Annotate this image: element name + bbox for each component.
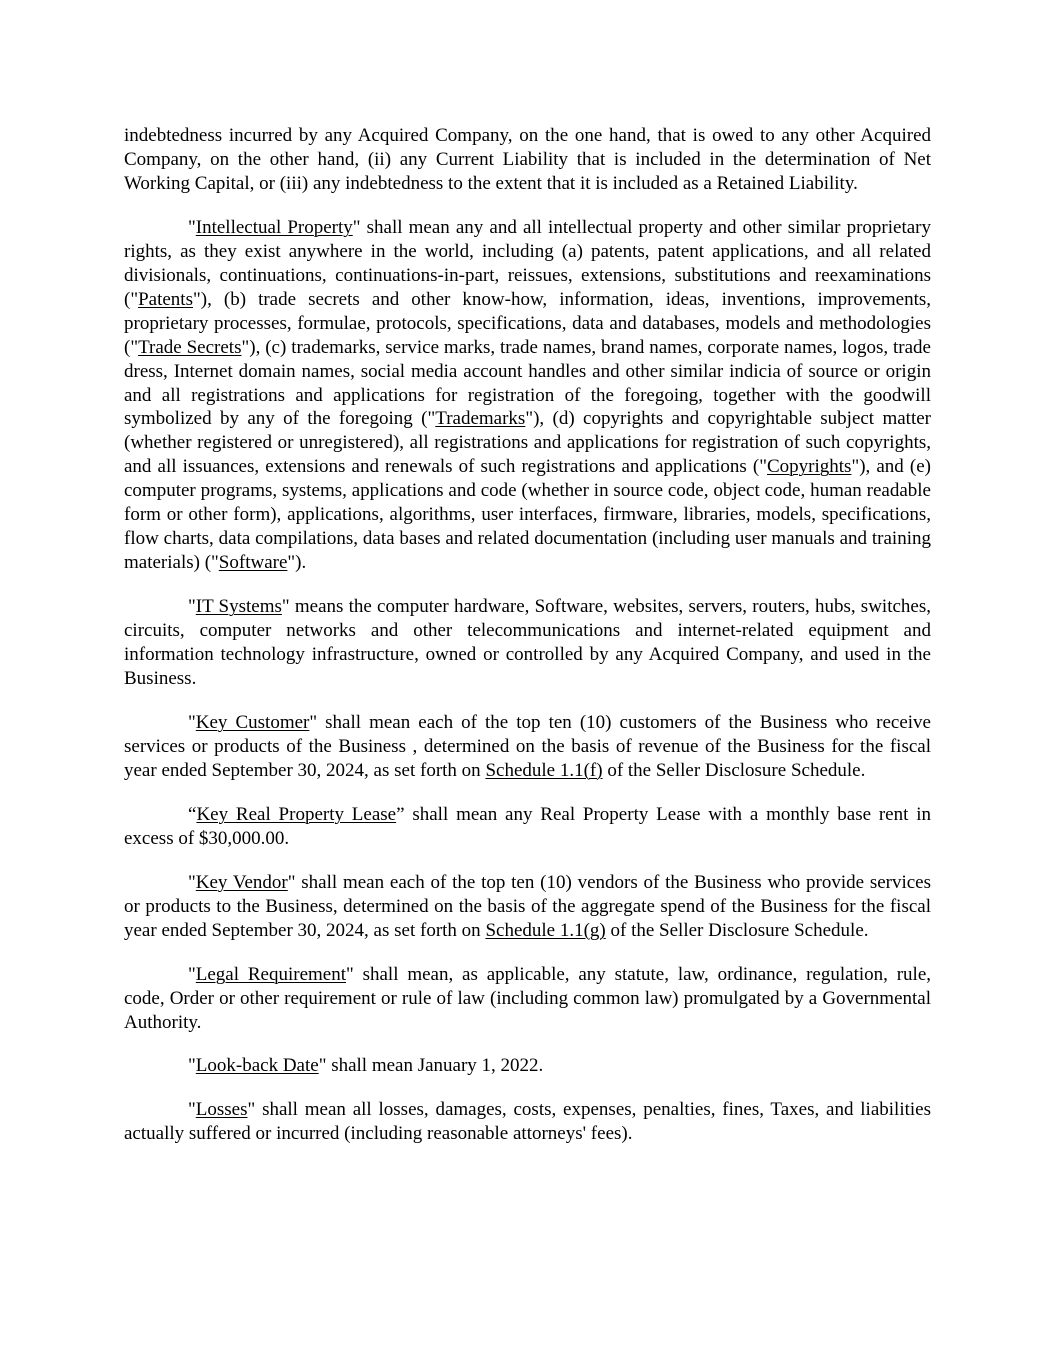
text-segment: of the Seller Disclosure Schedule.: [605, 919, 869, 941]
text-segment: " means the computer hardware, Software, websites, servers, routers, hubs, switches, circuits, computer networks and other telecommunications and internet-related equipment and information technology infrastructure, owned or controlled by any Acquired Company, and used in the Business.: [124, 596, 931, 690]
text-segment: ": [188, 216, 196, 238]
text-segment: " shall mean all losses, damages, costs, expenses, penalties, fines, Taxes, and liabilities actually suffered or incurred (including reasonable attorneys' fees).: [124, 1099, 931, 1145]
defined-term: Key Customer: [195, 711, 310, 733]
text-segment: "), (d) copyrights and copyrightable subject matter (whether registered or unregistered), all registrations and applications for registration of such copyrights, and all issuances, extensions and renewals of such registrations and applications (": [124, 408, 931, 478]
text-segment: " shall mean each of the top ten (10) customers of the Business who receive services or products of the Business , determined on the basis of revenue of the Business for the fiscal year ended September 30, 2024, as set forth on: [124, 711, 931, 781]
definition-key-vendor: [124, 871, 931, 943]
text-segment: indebtedness incurred by any Acquired Company, on the one hand, that is owed to any other Acquired Company, on the other hand, (ii) any Current Liability that is included in the determination of Net Working Capital, or (iii) any indebtedness to the extent that it is included as a Retained Liability.: [124, 125, 931, 194]
text-segment: "), (b) trade secrets and other know-how, information, ideas, inventions, improvements, proprietary processes, formulae, protocols, specifications, data and databases, models and methodologies (": [124, 288, 931, 358]
text-segment: " shall mean, as applicable, any statute, law, ordinance, regulation, rule, code, Order or other requirement or rule of law (including common law) promulgated by a Governmental Authority.: [124, 963, 932, 1033]
defined-term: Key Vendor: [195, 871, 288, 893]
text-segment: of the Seller Disclosure Schedule.: [602, 759, 866, 781]
paragraph-continuation: [124, 124, 931, 196]
defined-term: Look-back Date: [195, 1055, 319, 1077]
text-segment: ": [188, 871, 196, 893]
schedule-reference: Schedule 1.1(g): [485, 919, 606, 941]
definition-intellectual-property: [124, 216, 931, 575]
text-segment: “: [188, 803, 197, 825]
definition-key-real-property-lease: [124, 803, 931, 851]
text-segment: ": [188, 711, 196, 733]
defined-term: Key Real Property Lease: [196, 803, 397, 825]
text-segment: ").: [287, 552, 307, 574]
text-segment: " shall mean each of the top ten (10) vendors of the Business who provide services or products to the Business, determined on the basis of the aggregate spend of the Business for the fiscal year ended September 30, 2024, as set forth on: [124, 871, 932, 941]
text-segment: ": [188, 1099, 196, 1121]
text-segment: "), and (e) computer programs, systems, applications and code (whether in source code, object code, human readable form or other form), applications, algorithms, user interfaces, firmware, libraries, models, specifications, flow charts, data compilations, data bases and related documentation (including user manuals and training materials) (": [124, 456, 931, 574]
text-segment: ": [188, 596, 196, 618]
text-segment: "), (c) trademarks, service marks, trade names, brand names, corporate names, logos, trade dress, Internet domain names, social media account handles and other similar indicia of source or origin and all registrations and applications for registration of the foregoing, together with the goodwill symbolized by any of the foregoing (": [124, 336, 931, 430]
defined-term: Copyrights: [767, 456, 852, 478]
definition-key-customer: [124, 711, 931, 783]
text-segment: ": [188, 1055, 196, 1077]
defined-term: Software: [218, 552, 288, 574]
defined-term: Legal Requirement: [195, 963, 346, 985]
defined-term: Patents: [138, 288, 193, 310]
definition-legal-requirement: [124, 963, 931, 1035]
defined-term: Intellectual Property: [195, 216, 353, 238]
schedule-reference: Schedule 1.1(f): [485, 759, 603, 781]
definition-losses: [124, 1098, 931, 1146]
text-segment: " shall mean any and all intellectual property and other similar proprietary rights, as they exist anywhere in the world, including (a) patents, patent applications, and all related divisionals, continuations, continuations-in-part, reissues, extensions, substitutions and reexaminations (": [124, 216, 932, 310]
text-segment: ": [188, 963, 196, 985]
text-segment: ” shall mean any Real Property Lease with a monthly base rent in excess of $30,000.00.: [124, 803, 931, 849]
defined-term: Trademarks: [435, 408, 526, 430]
defined-term: Losses: [195, 1099, 248, 1121]
definition-look-back-date: [124, 1054, 931, 1078]
text-segment: " shall mean January 1, 2022.: [318, 1055, 544, 1077]
defined-term: Trade Secrets: [138, 336, 242, 358]
definition-it-systems: [124, 595, 931, 691]
defined-term: IT Systems: [195, 596, 282, 618]
